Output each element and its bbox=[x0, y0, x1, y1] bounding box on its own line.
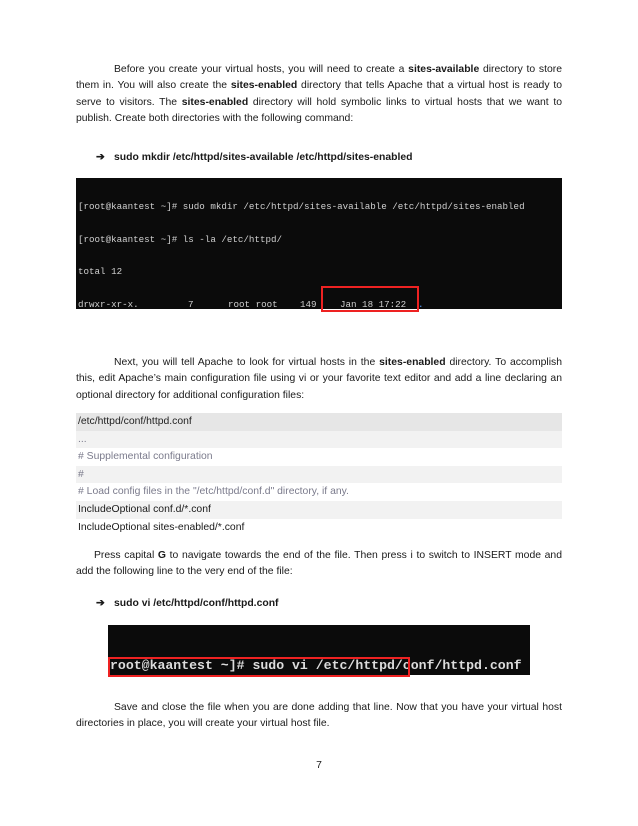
text: directory will hold symbolic links to virtual hosts that we want to publish. Create both directories with the following command: bbox=[76, 96, 562, 125]
bold-term: sites-available bbox=[408, 64, 480, 75]
ls-field: drwxr-xr-x. bbox=[78, 298, 139, 309]
next-paragraph bbox=[76, 355, 562, 404]
text: directory. To accomplish this, edit Apache’s main configuration file using vi or your favorite text editor and add a line declaring an optional directory for additional configuration files: bbox=[76, 357, 562, 401]
text: directory that tells Apache that a virtual host is ready to serve to visitors. The bbox=[76, 80, 562, 108]
command-text: sudo vi /etc/httpd/conf/httpd.conf bbox=[114, 598, 279, 609]
mkdir-command bbox=[96, 151, 413, 163]
bold-term: sites-enabled bbox=[379, 357, 446, 368]
terminal-ls-row bbox=[78, 300, 562, 309]
bold-term: sites-enabled bbox=[181, 96, 249, 108]
text: Before you create your virtual hosts, you will need to create a bbox=[114, 64, 409, 75]
bold-term: G bbox=[157, 550, 166, 561]
ls-field: 7 bbox=[188, 298, 194, 309]
code-line: # bbox=[76, 466, 562, 484]
ls-field: . bbox=[418, 298, 424, 309]
ls-field: 149 bbox=[300, 298, 317, 309]
code-line: ... bbox=[76, 431, 562, 449]
code-line: IncludeOptional conf.d/*.conf bbox=[76, 501, 562, 519]
vi-command bbox=[96, 597, 279, 609]
highlight-box bbox=[321, 286, 419, 312]
press-g-paragraph bbox=[76, 548, 562, 581]
page-number: 7 bbox=[316, 760, 322, 771]
terminal-prompt: [root@kaantest ~]# ls -la /etc/httpd/ bbox=[78, 233, 282, 245]
text: to navigate towards the end of the file. Then press i to switch to INSERT mode and add the following line to the very end of the file: bbox=[76, 550, 562, 578]
code-line: IncludeOptional sites-enabled/*.conf bbox=[78, 521, 245, 533]
bold-term: sites-enabled bbox=[230, 80, 298, 92]
text: directory to store them in. You will also create the bbox=[76, 64, 562, 92]
text: Press capital bbox=[94, 550, 158, 561]
ls-field: Jan 18 17:22 bbox=[340, 298, 407, 309]
terminal-line: root@kaantest ~]# sudo vi /etc/httpd/conf/httpd.conf bbox=[110, 658, 522, 673]
highlight-box bbox=[108, 657, 410, 677]
arrow-icon: ➔ bbox=[96, 598, 105, 609]
config-code-block bbox=[76, 413, 562, 536]
closing-paragraph: Save and close the file when you are done adding that line. Now that you have your virtual host directories in place, you will create your virtual host file. bbox=[76, 702, 562, 730]
terminal-prompt: [root@kaantest ~]# sudo mkdir /etc/httpd/sites-available /etc/httpd/sites-enabled bbox=[78, 200, 525, 212]
code-header: /etc/httpd/conf/httpd.conf bbox=[76, 413, 562, 431]
terminal-total: total 12 bbox=[78, 266, 123, 278]
arrow-icon: ➔ bbox=[96, 152, 105, 163]
terminal-screenshot-ls bbox=[76, 178, 562, 309]
ls-field: root root bbox=[228, 298, 278, 309]
code-line: # Supplemental configuration bbox=[78, 451, 213, 463]
code-line: # Load config files in the "/etc/httpd/conf.d" directory, if any. bbox=[78, 486, 349, 498]
intro-paragraph bbox=[76, 62, 562, 128]
command-text: sudo mkdir /etc/httpd/sites-available /etc/httpd/sites-enabled bbox=[114, 152, 413, 163]
text: Next, you will tell Apache to look for virtual hosts in the bbox=[114, 357, 380, 368]
